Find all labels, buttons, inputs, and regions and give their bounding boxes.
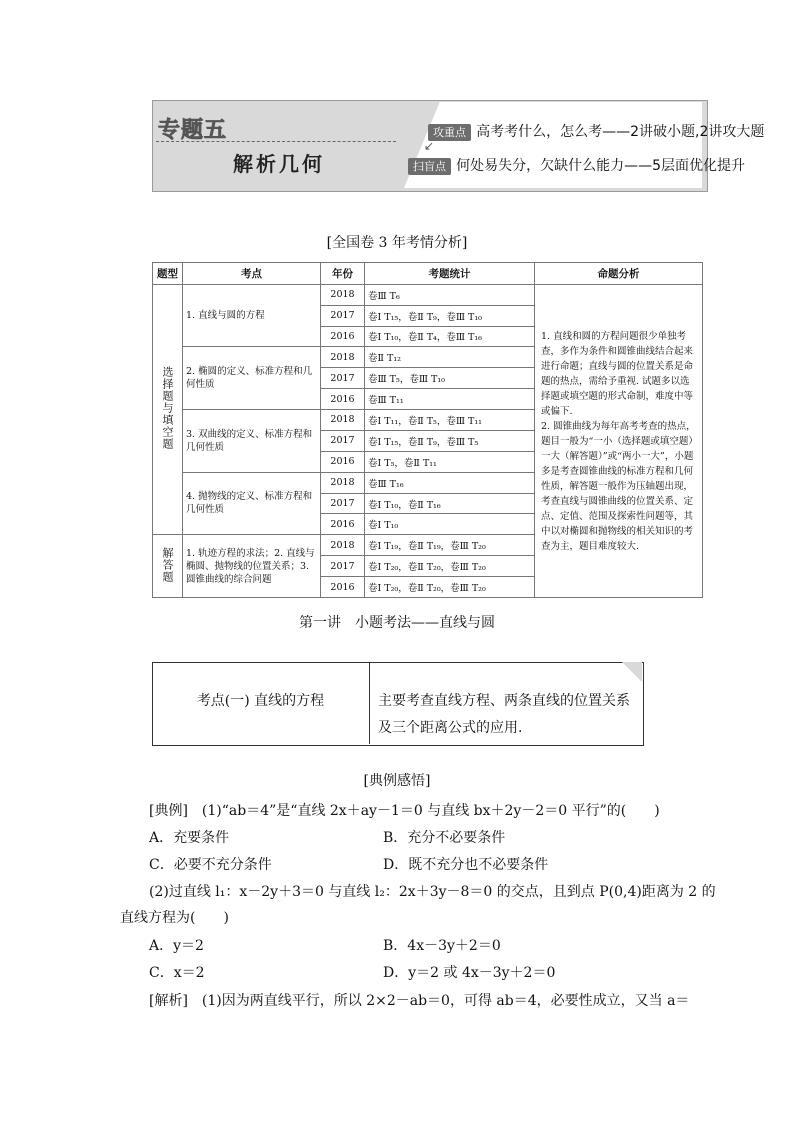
- analysis-paragraph-1: 1. 直线和圆的方程问题很少单独考查，多作为条件和圆锥曲线结合起来进行命题；直线与圆的位置关系是命题的热点，需给予重视. 试题多以选择题或填空题的形式命制，难度中等或偏下.: [541, 330, 694, 417]
- header-analysis: 命题分析: [535, 263, 703, 285]
- topic-cell: 1. 轨迹方程的求法；2. 直线与椭圆、抛物线的位置关系；3. 圆锥曲线的综合问题: [183, 535, 321, 598]
- banner-line-1-sub: 2讲破小题,2讲攻大题: [630, 124, 765, 140]
- stats-cell: 卷Ⅰ T₁₀，卷Ⅱ T₁₆: [365, 493, 535, 514]
- topic-cell: 3. 双曲线的定义、标准方程和几何性质: [183, 409, 321, 472]
- header-year: 年份: [321, 263, 365, 285]
- year-cell: 2018: [321, 472, 365, 493]
- year-cell: 2017: [321, 305, 365, 326]
- year-cell: 2016: [321, 577, 365, 598]
- blindspot-tag: 扫盲点: [408, 158, 451, 175]
- focus-tag: 攻重点: [428, 124, 471, 141]
- stats-cell: 卷Ⅲ T₁₁: [365, 389, 535, 410]
- year-cell: 2016: [321, 451, 365, 472]
- stats-cell: 卷Ⅰ T₁₉，卷Ⅱ T₁₉，卷Ⅲ T₂₀: [365, 535, 535, 556]
- year-cell: 2017: [321, 431, 365, 452]
- stats-cell: 卷Ⅰ T₁₁，卷Ⅱ T₅，卷Ⅲ T₁₁: [365, 409, 535, 430]
- analysis-paragraph-2: 2. 圆锥曲线为每年高考考查的热点，题目一般为“一小（选择题或填空题）一大（解答题）”或“两小一大”，小题多是考查圆锥曲线的标准方程和几何性质，解答题一般作为压轴题出现，考查直线与圆锥曲线的位置关系、定点、定值、范围及探索性问题等，其中以对椭圆和抛物线的相关知识的考查为主，题目难度较大.: [541, 420, 696, 552]
- stats-cell: 卷Ⅱ T₁₂: [365, 347, 535, 368]
- key-point-description: 主要考查直线方程、两条直线的位置关系及三个距离公式的应用.: [378, 693, 630, 736]
- year-cell: 2018: [321, 285, 365, 306]
- stats-cell: 卷Ⅰ T₁₀: [365, 514, 535, 535]
- stats-cell: 卷Ⅰ T₅，卷Ⅱ T₁₁: [365, 451, 535, 472]
- question-type-cell: 解答题: [153, 535, 183, 598]
- banner-line-1: [428, 121, 764, 141]
- stats-cell: 卷Ⅰ T₁₅，卷Ⅱ T₉，卷Ⅲ T₅: [365, 431, 535, 452]
- q1-option-b: B．充分不必要条件: [383, 830, 506, 846]
- q2-option-b: B．4x－3y＋2＝0: [383, 938, 501, 954]
- arrow-down-icon: ↙: [424, 139, 435, 153]
- banner-line-1-main: 高考考什么，怎么考——: [476, 124, 631, 140]
- stats-cell: 卷Ⅰ T₂₀，卷Ⅱ T₂₀，卷Ⅲ T₂₀: [365, 556, 535, 577]
- banner-info-panel: [404, 102, 702, 188]
- q2-option-a: A．y＝2: [149, 938, 204, 954]
- stats-cell: 卷Ⅰ T₁₅，卷Ⅱ T₉，卷Ⅲ T₁₀: [365, 305, 535, 326]
- stats-cell: 卷Ⅲ T₆: [365, 285, 535, 306]
- banner-divider: [156, 141, 396, 142]
- table-row: [153, 285, 703, 306]
- topic-cell: 1. 直线与圆的方程: [183, 285, 321, 347]
- stats-cell: 卷Ⅰ T₁₀，卷Ⅱ T₄，卷Ⅲ T₁₆: [365, 326, 535, 347]
- example-heading: [典例感悟]: [363, 773, 431, 789]
- year-cell: 2018: [321, 409, 365, 430]
- q1-option-a: A．充要条件: [149, 830, 230, 846]
- year-cell: 2017: [321, 556, 365, 577]
- stats-cell: 卷Ⅰ T₂₀，卷Ⅱ T₂₀，卷Ⅲ T₂₀: [365, 577, 535, 598]
- banner-line-2-sub: 5层面优化提升: [652, 158, 746, 174]
- stats-cell: 卷Ⅲ T₁₆: [365, 472, 535, 493]
- table-caption: [全国卷 3 年考情分析]: [326, 235, 468, 251]
- key-point-label: 考点(一) 直线的方程: [196, 693, 325, 709]
- table-header-row: [153, 263, 703, 285]
- q1-option-c: C．必要不充分条件: [149, 857, 272, 873]
- question-type-cell: 选择题与填空题: [153, 285, 183, 535]
- year-cell: 2016: [321, 389, 365, 410]
- topic-cell: 2. 椭圆的定义、标准方程和几何性质: [183, 347, 321, 410]
- topic-label: 专题五: [158, 118, 228, 143]
- header-topic: 考点: [183, 263, 321, 285]
- header-stats: 考题统计: [365, 263, 535, 285]
- question-1-stem: [典例] (1)“ab＝4”是“直线 2x＋ay－1＝0 与直线 bx＋2y－2＝0 平行”的( ): [149, 803, 660, 819]
- q1-option-d: D．既不充分也不必要条件: [383, 857, 549, 873]
- solution-text: [解析] (1)因为两直线平行，所以 2×2－ab＝0，可得 ab＝4，必要性成立，又当 a＝: [149, 993, 690, 1009]
- year-cell: 2016: [321, 514, 365, 535]
- key-point-divider: [369, 662, 370, 744]
- analysis-cell: [535, 285, 703, 598]
- year-cell: 2018: [321, 347, 365, 368]
- banner-line-2-main: 何处易失分，欠缺什么能力——: [456, 158, 653, 174]
- stats-cell: 卷Ⅲ T₅，卷Ⅲ T₁₀: [365, 368, 535, 389]
- topic-cell: 4. 抛物线的定义、标准方程和几何性质: [183, 472, 321, 535]
- question-2-stem-line-2: 直线方程为( ): [120, 910, 229, 926]
- year-cell: 2017: [321, 368, 365, 389]
- q2-option-c: C．x＝2: [149, 965, 205, 981]
- exam-analysis-table: [152, 262, 703, 598]
- topic-title: 解析几何: [233, 152, 325, 176]
- header-type: 题型: [153, 263, 183, 285]
- question-2-stem-line-1: (2)过直线 l₁：x－2y＋3＝0 与直线 l₂：2x＋3y－8＝0 的交点，且到点 P(0,4)距离为 2 的: [149, 884, 716, 900]
- year-cell: 2016: [321, 326, 365, 347]
- year-cell: 2017: [321, 493, 365, 514]
- lecture-title: 第一讲 小题考法——直线与圆: [299, 615, 495, 631]
- banner-line-2: [408, 155, 745, 175]
- q2-option-d: D．y＝2 或 4x－3y＋2＝0: [383, 965, 556, 981]
- year-cell: 2018: [321, 535, 365, 556]
